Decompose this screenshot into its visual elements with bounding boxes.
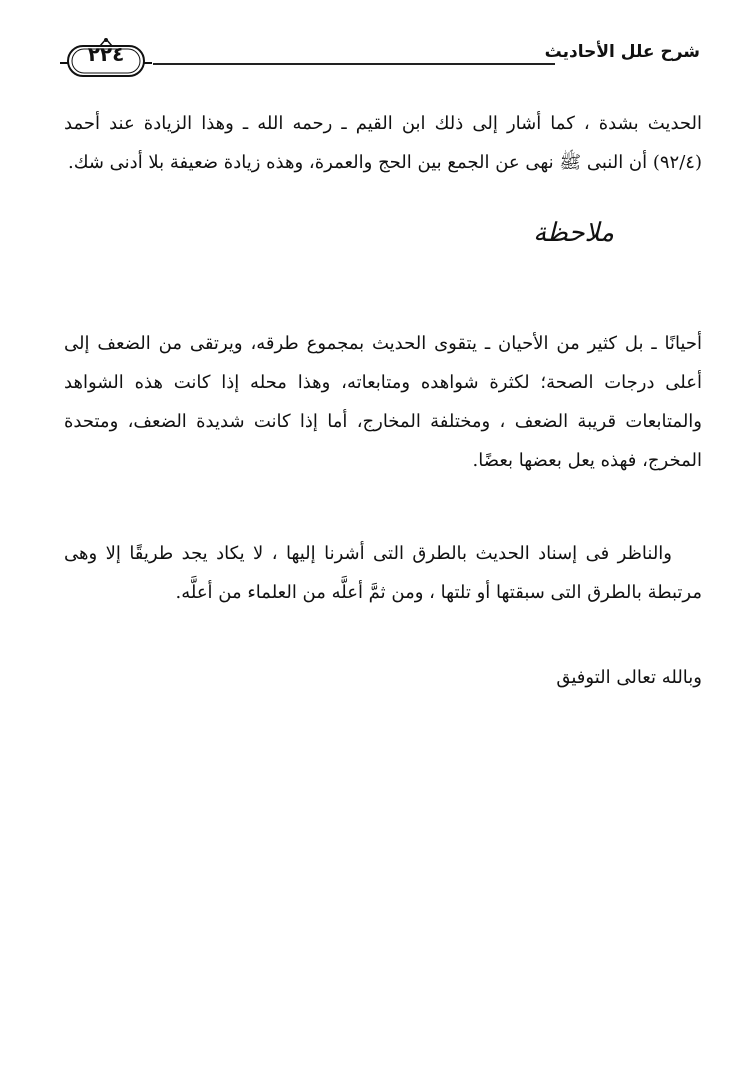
paragraph-2: أحيانًا ـ بل كثير من الأحيان ـ يتقوى الحديث بمجموع طرقه، ويرتقى من الضعف إلى أعلى درجات الصحة؛ لكثرة شواهده ومتابعاته، وهذا محله إذا كانت هذه الشواهد والمتابعات قريبة الضعف ، ومختلفة المخارج، أما إذا كانت شديدة الضعف، ومتحدة المخرج، فهذه يعل بعضها بعضًا. [64, 333, 702, 471]
header-rule [153, 63, 555, 65]
paragraph-3: والناظر فى إسناد الحديث بالطرق التى أشرنا إليها ، لا يكاد يجد طريقًا إلا وهى مرتبطة بالطرق التى سبقتها أو تلتها ، ومن ثمَّ أعلَّه من العلماء من أعلَّه. [64, 543, 702, 603]
page-number-badge [60, 36, 152, 84]
page-header [60, 36, 700, 86]
paragraph-1: الحديث بشدة ، كما أشار إلى ذلك ابن القيم ـ رحمه الله ـ وهذا الزيادة عند أحمد (٩٢/٤) أن النبى ﷺ نهى عن الجمع بين الحج والعمرة، وهذه زيادة ضعيفة بلا أدنى شك. [64, 113, 702, 173]
page-number: ٢٢٤ [87, 42, 125, 66]
note-heading: ملاحظة [533, 218, 614, 248]
running-title: شرح علل الأحاديث [544, 42, 700, 62]
closing-line: وبالله تعالى التوفيق [556, 667, 702, 688]
